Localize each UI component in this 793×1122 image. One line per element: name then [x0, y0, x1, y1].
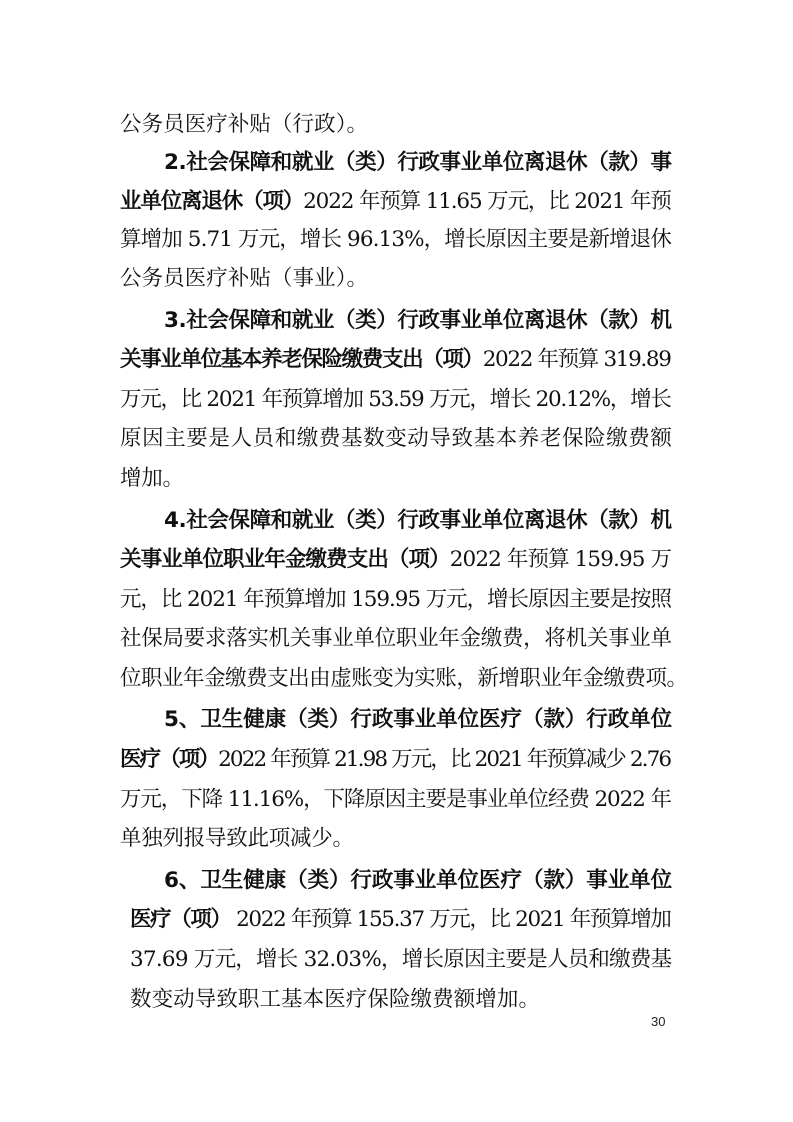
- body-text: 37.69 万元，增长 32.03%，增长原因主要是人员和缴费基: [130, 947, 672, 972]
- text-line: [130, 985, 540, 1015]
- heading-text: 3.社会保障和就业（类）行政事业单位离退休（款）机: [164, 308, 672, 333]
- text-line: [120, 187, 671, 217]
- text-line: [164, 506, 672, 536]
- heading-text: 关事业单位职业年金缴费支出（项）: [120, 547, 450, 572]
- text-line: [120, 264, 368, 294]
- body-text: 2022 年预算 155.37 万元，比 2021 年预算增加: [230, 907, 671, 932]
- text-line: [120, 585, 671, 615]
- text-line: [130, 905, 670, 935]
- body-text: 原因主要是人员和缴费基数变动导致基本养老保险缴费额: [120, 426, 673, 451]
- text-line: [164, 866, 672, 896]
- text-line: [120, 345, 671, 375]
- body-text: 公务员医疗补贴（行政）。: [120, 112, 369, 137]
- body-text: 单独列报导致此项减少。: [120, 826, 354, 851]
- body-text: 2022 年预算 159.95 万: [449, 547, 672, 572]
- heading-text: 医疗（项）: [120, 747, 219, 772]
- text-line: [120, 624, 672, 654]
- text-line: [120, 385, 671, 415]
- text-line: [120, 664, 688, 694]
- text-line: [164, 705, 672, 735]
- body-text: 万元，比 2021 年预算增加 53.59 万元，增长 20.12%，增长: [120, 387, 671, 412]
- text-line: [120, 824, 354, 854]
- heading-text: 6、卫生健康（类）行政事业单位医疗（款）事业单位: [164, 868, 673, 893]
- text-line: [120, 785, 671, 815]
- page-number: 30: [651, 1014, 666, 1029]
- body-text: 2022 年预算 21.98 万元，比 2021 年预算减少 2.76: [218, 747, 671, 772]
- body-text: 2022 年预算 11.65 万元，比 2021 年预: [303, 189, 671, 214]
- body-text: 算增加 5.71 万元，增长 96.13%，增长原因主要是新增退休: [120, 227, 671, 252]
- body-text: 万元，下降 11.16%，下降原因主要是事业单位经费 2022 年: [120, 787, 671, 812]
- body-text: 增加。: [120, 466, 184, 491]
- body-text: 公务员医疗补贴（事业）。: [120, 266, 369, 291]
- body-text: 社保局要求落实机关事业单位职业年金缴费，将机关事业单: [120, 626, 672, 651]
- body-text: 数变动导致职工基本医疗保险缴费额增加。: [130, 987, 541, 1012]
- heading-text: 4.社会保障和就业（类）行政事业单位离退休（款）机: [164, 508, 672, 533]
- text-line: [120, 424, 673, 454]
- heading-text: 2.社会保障和就业（类）行政事业单位离退休（款）事: [164, 150, 672, 175]
- text-line: [120, 464, 184, 494]
- body-text: 元，比 2021 年预算增加 159.95 万元，增长原因主要是按照: [120, 587, 671, 612]
- body-text: 2022 年预算 319.89: [482, 347, 671, 372]
- text-line: [130, 945, 671, 975]
- heading-text: 医疗（项）: [130, 907, 231, 932]
- body-text: 位职业年金缴费支出由虚账变为实账，新增职业年金缴费项。: [120, 666, 688, 691]
- text-line: [120, 110, 368, 140]
- heading-text: 5、卫生健康（类）行政事业单位医疗（款）行政单位: [164, 707, 673, 732]
- text-line: [120, 545, 671, 575]
- heading-text: 业单位离退休（项）: [120, 189, 304, 214]
- text-line: [120, 745, 670, 775]
- text-line: [164, 148, 672, 178]
- text-line: [120, 225, 671, 255]
- text-line: [164, 306, 672, 336]
- heading-text: 关事业单位基本养老保险缴费支出（项）: [120, 347, 483, 372]
